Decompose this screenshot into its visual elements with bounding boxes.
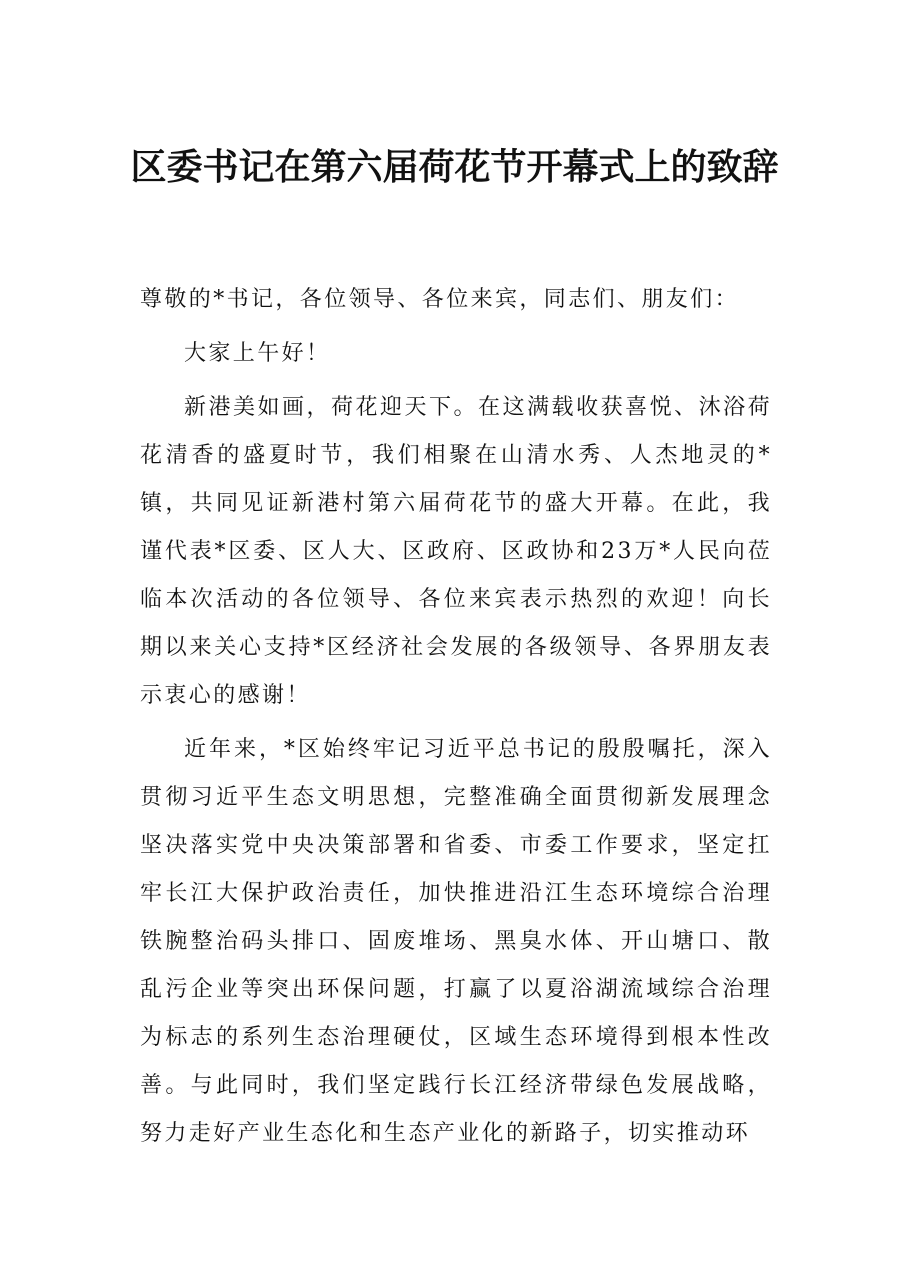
document-body	[140, 276, 772, 1158]
document-title: 区委书记在第六届荷花节开幕式上的致辞	[130, 146, 779, 188]
paragraph-greeting: 大家上午好！	[184, 341, 331, 366]
salutation: 尊敬的*书记，各位领导、各位来宾，同志们、朋友们：	[140, 287, 740, 312]
paragraph-ecology: 近年来，*区始终牢记习近平总书记的殷殷嘱托，深入贯彻习近平生态文明思想，完整准确全面贯彻新发展理念坚决落实党中央决策部署和省委、市委工作要求，坚定扛牢长江大保护政治责任，加快推进沿江生态环境综合治理铁腕整治码头排口、固废堆场、黑臭水体、开山塘口、散乱污企业等突出环保问题，打赢了以夏浴湖流域综合治理为标志的系列生态治理硬仗，区域生态环境得到根本性改善。与此同时，我们坚定践行长江经济带绿色发展战略，努力走好产业生态化和生态产业化的新路子，切实推动环	[140, 737, 772, 1146]
paragraph-welcome: 新港美如画，荷花迎天下。在这满载收获喜悦、沐浴荷花清香的盛夏时节，我们相聚在山清水秀、人杰地灵的*镇，共同见证新港村第六届荷花节的盛大开幕。在此，我谨代表*区委、区人大、区政府、区政协和23万*人民向莅临本次活动的各位领导、各位来宾表示热烈的欢迎！向长期以来关心支持*区经济社会发展的各级领导、各界朋友表示衷心的感谢！	[140, 395, 772, 708]
